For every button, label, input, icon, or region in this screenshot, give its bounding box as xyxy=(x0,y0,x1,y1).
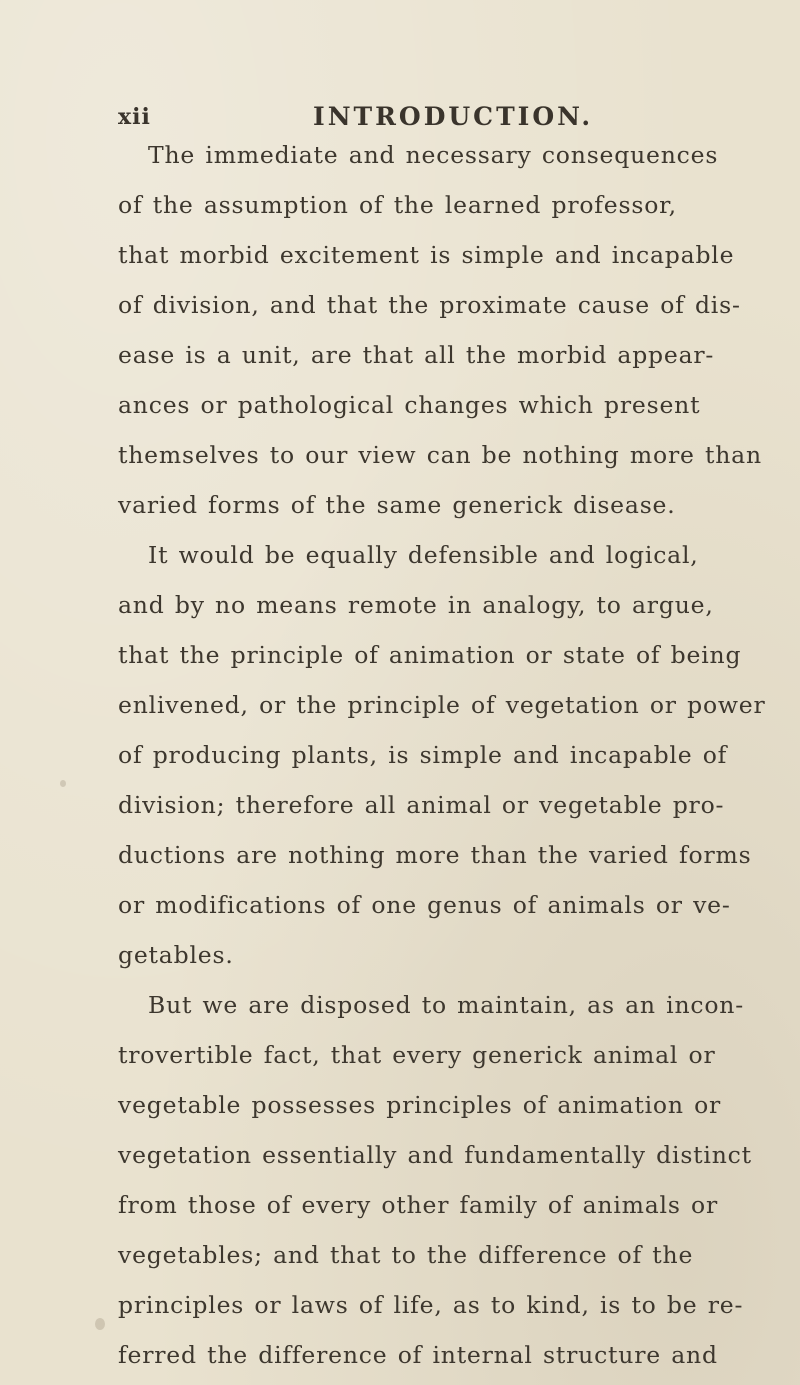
text-line: varied forms of the same generick disease. xyxy=(118,491,676,519)
text-line: ductions are nothing more than the varied forms xyxy=(118,841,752,869)
text-line: that the principle of animation or state of being xyxy=(118,641,742,669)
text-line: vegetable possesses principles of animation or xyxy=(118,1091,722,1119)
text-line: themselves to our view can be nothing more than xyxy=(118,441,762,469)
text-line: vegetation essentially and fundamentally distinct xyxy=(118,1141,752,1169)
text-line: The immediate and necessary consequences xyxy=(148,141,719,169)
text-line: enlivened, or the principle of vegetation or power xyxy=(118,691,766,719)
text-line: of the assumption of the learned professor, xyxy=(118,191,677,219)
text-line: It would be equally defensible and logical, xyxy=(148,541,699,569)
text-line: getables. xyxy=(118,941,234,969)
text-line: ances or pathological changes which present xyxy=(118,391,701,419)
text-line: and by no means remote in analogy, to argue, xyxy=(118,591,714,619)
text-line: But we are disposed to maintain, as an incon- xyxy=(148,991,744,1019)
text-line: or modifications of one genus of animals or ve- xyxy=(118,891,731,919)
text-line: of division, and that the proximate cause of dis- xyxy=(118,291,741,319)
page-number: xii xyxy=(118,104,151,130)
text-line: trovertible fact, that every generick animal or xyxy=(118,1041,716,1069)
section-title: INTRODUCTION. xyxy=(313,102,594,131)
text-line: ease is a unit, are that all the morbid appear- xyxy=(118,341,715,369)
text-line: division; therefore all animal or vegetable pro- xyxy=(118,791,725,819)
paper-stain xyxy=(60,780,66,787)
text-line: from those of every other family of animals or xyxy=(118,1191,718,1219)
text-line: principles or laws of life, as to kind, is to be re- xyxy=(118,1291,744,1319)
text-line: that morbid excitement is simple and incapable xyxy=(118,241,735,269)
text-line: of producing plants, is simple and incapable of xyxy=(118,741,728,769)
paper-stain xyxy=(95,1318,105,1330)
running-head xyxy=(118,100,678,140)
text-line: vegetables; and that to the difference of the xyxy=(118,1241,694,1269)
text-line: ferred the difference of internal structure and xyxy=(118,1341,718,1369)
